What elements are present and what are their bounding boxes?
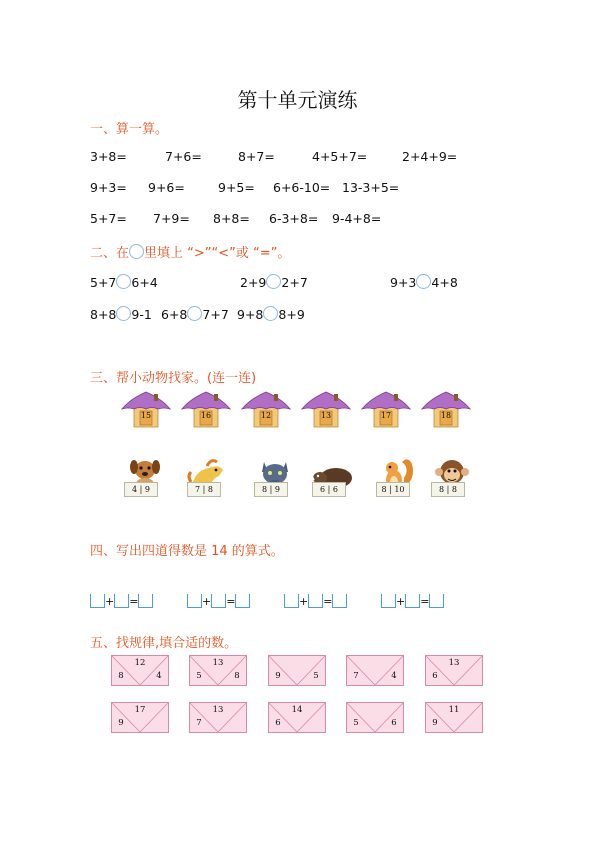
calc-item: 9+3= — [90, 180, 127, 195]
compare-circle[interactable] — [416, 274, 431, 289]
house-icon[interactable] — [420, 389, 472, 433]
animal-number-card: 8 | 10 — [376, 482, 410, 497]
compare-item: 9+3 4+8 — [390, 275, 458, 290]
addend-box[interactable] — [308, 594, 323, 608]
equation-row — [284, 594, 347, 608]
calc-item: 6+6-10= — [273, 180, 331, 195]
envelope-puzzle — [189, 702, 247, 737]
compare-circle[interactable] — [116, 306, 131, 321]
calc-item: 9+6= — [148, 180, 185, 195]
animal-number-card: 6 | 6 — [312, 482, 346, 497]
equals-sign: = — [420, 595, 430, 608]
envelope-left-number: 7 — [353, 671, 359, 681]
house-icon[interactable] — [180, 389, 232, 433]
calc-item: 7+6= — [165, 149, 202, 164]
section2-heading-post: 里填上 “>”“<”或 “=”。 — [144, 246, 291, 261]
calc-item: 8+8= — [213, 211, 250, 226]
card-number: 9 — [144, 485, 150, 494]
section4-heading: 四、写出四道得数是 14 的算式。 — [90, 544, 284, 559]
calc-item: 9-4+8= — [332, 211, 382, 226]
calc-item: 5+7= — [90, 211, 127, 226]
compare-circle[interactable] — [187, 306, 202, 321]
section2-heading-pre: 二、在 — [90, 246, 130, 261]
house-number: 18 — [440, 411, 452, 420]
envelope-left-number: 5 — [196, 671, 202, 681]
compare-item: 2+9 2+7 — [240, 275, 308, 290]
compare-item: 5+7 6+4 — [90, 275, 158, 290]
envelope-puzzle — [111, 702, 169, 737]
equation-row — [187, 594, 250, 608]
house-number: 12 — [260, 411, 272, 420]
compare-circle[interactable] — [266, 274, 281, 289]
animal-number-card: 8 | 9 — [254, 482, 288, 497]
sum-box[interactable] — [138, 594, 153, 608]
house-number: 13 — [320, 411, 332, 420]
envelope-right-number: 4 — [391, 671, 397, 681]
house-number: 15 — [140, 411, 152, 420]
house-icon[interactable] — [360, 389, 412, 433]
compare-circle[interactable] — [116, 274, 131, 289]
blank-circle-icon — [129, 244, 144, 259]
envelope-right-number: 8 — [234, 671, 240, 681]
calc-item: 7+9= — [153, 211, 190, 226]
section1-heading: 一、算一算。 — [90, 122, 169, 137]
envelope-puzzle — [268, 702, 326, 737]
addend-box[interactable] — [90, 594, 105, 608]
animal-card[interactable] — [120, 452, 170, 504]
addend-box[interactable] — [187, 594, 202, 608]
calc-item: 3+8= — [90, 149, 127, 164]
envelope-top-number: 13 — [212, 705, 224, 715]
envelope-puzzle — [111, 655, 169, 690]
equals-sign: = — [323, 595, 333, 608]
card-number: 6 — [332, 485, 338, 494]
envelope-top-number: 13 — [448, 658, 460, 668]
equals-sign: = — [226, 595, 236, 608]
card-number: 8 — [262, 485, 268, 494]
envelope-top-number: 17 — [134, 705, 146, 715]
compare-circle[interactable] — [263, 306, 278, 321]
card-number: 8 — [207, 485, 213, 494]
compare-item: 9+8 8+9 — [237, 307, 305, 322]
sum-box[interactable] — [332, 594, 347, 608]
envelope-left-number: 5 — [353, 718, 359, 728]
equals-sign: = — [129, 595, 139, 608]
envelope-puzzle — [425, 655, 483, 690]
envelope-top-number: 12 — [134, 658, 146, 668]
section5-heading: 五、找规律,填合适的数。 — [90, 636, 238, 651]
envelope-left-number: 9 — [432, 718, 438, 728]
card-number: 9 — [274, 485, 280, 494]
animal-card[interactable] — [372, 452, 422, 504]
compare-item: 8+8 9-1 — [90, 307, 152, 322]
compare-item: 6+8 7+7 — [161, 307, 229, 322]
animal-card[interactable] — [427, 452, 477, 504]
house-number: 17 — [380, 411, 392, 420]
animal-card[interactable] — [308, 452, 358, 504]
section2-heading — [90, 242, 290, 263]
envelope-right-number: 5 — [313, 671, 319, 681]
envelope-puzzle — [346, 702, 404, 737]
envelope-left-number: 9 — [118, 718, 124, 728]
addend-box[interactable] — [211, 594, 226, 608]
envelope-puzzle — [425, 702, 483, 737]
addend-box[interactable] — [381, 594, 396, 608]
card-number: 10 — [394, 485, 405, 494]
animal-number-card: 7 | 8 — [187, 482, 221, 497]
envelope-left-number: 6 — [432, 671, 438, 681]
equation-row — [90, 594, 153, 608]
envelope-left-number: 7 — [196, 718, 202, 728]
animal-number-card: 8 | 8 — [431, 482, 465, 497]
envelope-left-number: 9 — [275, 671, 281, 681]
addend-box[interactable] — [284, 594, 299, 608]
calc-item: 8+7= — [238, 149, 275, 164]
card-number: 8 — [381, 485, 387, 494]
envelope-left-number: 6 — [275, 718, 281, 728]
house-icon[interactable] — [240, 389, 292, 433]
envelope-right-number: 4 — [156, 671, 162, 681]
envelope-top-number: 11 — [448, 705, 460, 715]
addend-box[interactable] — [114, 594, 129, 608]
envelope-top-number: 14 — [291, 705, 303, 715]
page-title: 第十单元演练 — [237, 88, 358, 112]
envelope-puzzle — [189, 655, 247, 690]
house-icon[interactable] — [300, 389, 352, 433]
addend-box[interactable] — [405, 594, 420, 608]
section3-heading: 三、帮小动物找家。(连一连) — [90, 371, 257, 386]
house-icon[interactable] — [120, 389, 172, 433]
card-number: 4 — [132, 485, 138, 494]
calc-item: 4+5+7= — [312, 149, 368, 164]
envelope-puzzle — [346, 655, 404, 690]
sum-box[interactable] — [235, 594, 250, 608]
equation-row — [381, 594, 444, 608]
animal-number-card: 4 | 9 — [124, 482, 158, 497]
plus-sign: + — [202, 595, 212, 608]
plus-sign: + — [396, 595, 406, 608]
calc-item: 2+4+9= — [402, 149, 458, 164]
plus-sign: + — [105, 595, 115, 608]
calc-item: 6-3+8= — [269, 211, 319, 226]
calc-item: 9+5= — [218, 180, 255, 195]
envelope-puzzle — [268, 655, 326, 690]
plus-sign: + — [299, 595, 309, 608]
envelope-top-number: 13 — [212, 658, 224, 668]
envelope-left-number: 8 — [118, 671, 124, 681]
card-number: 8 — [451, 485, 457, 494]
envelope-right-number: 6 — [391, 718, 397, 728]
card-number: 6 — [320, 485, 326, 494]
sum-box[interactable] — [429, 594, 444, 608]
animal-card[interactable] — [250, 452, 300, 504]
house-number: 16 — [200, 411, 212, 420]
card-number: 7 — [195, 485, 201, 494]
animal-card[interactable] — [183, 452, 233, 504]
calc-item: 13-3+5= — [342, 180, 400, 195]
card-number: 8 — [439, 485, 445, 494]
